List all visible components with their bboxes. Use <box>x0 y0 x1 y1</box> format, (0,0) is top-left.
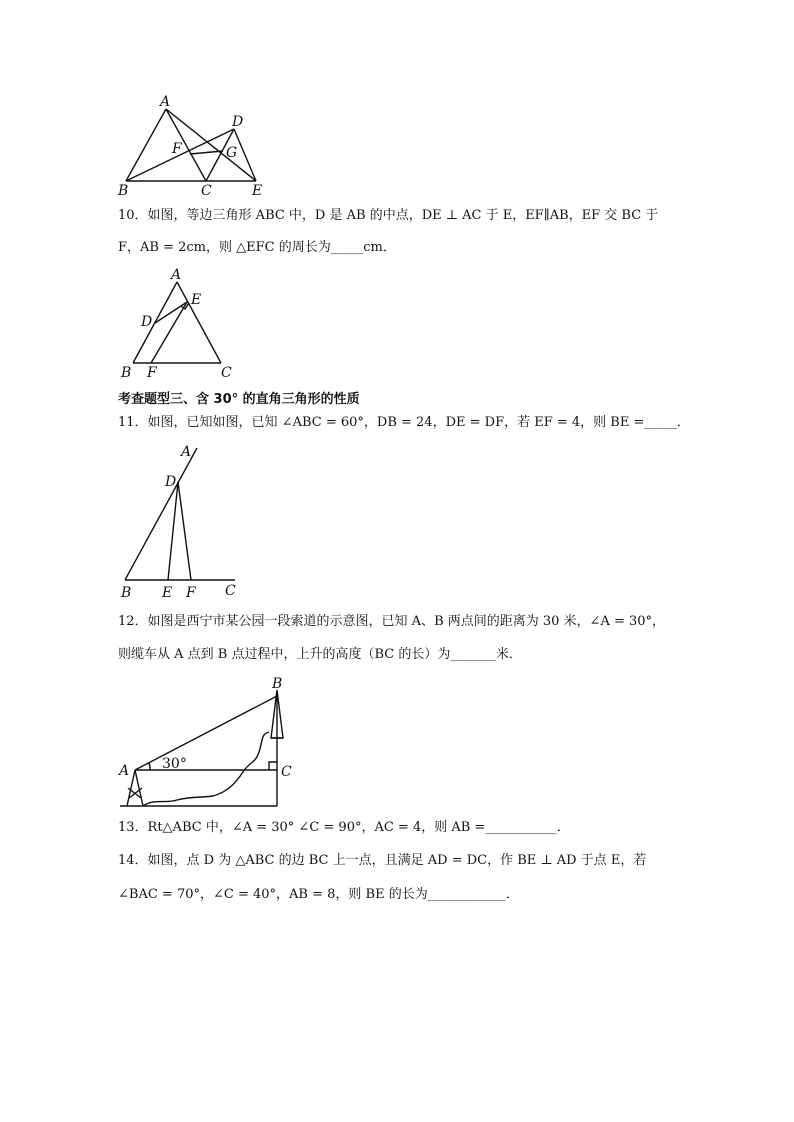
label-b: B <box>121 365 132 381</box>
question-12-line-2: 则缆车从 A 点到 B 点过程中，上升的高度（BC 的长）为_______米． <box>118 647 522 662</box>
label-a: A <box>181 444 192 460</box>
label-c: C <box>201 183 212 199</box>
angle-label: 30° <box>162 756 187 772</box>
angle-arc <box>149 763 150 770</box>
segment <box>151 302 187 363</box>
question-12-line-1: 12．如图是西宁市某公园一段索道的示意图，已知 A、B 两点间的距离为 30 米，∠A = 30°， <box>118 614 666 629</box>
figure-q12 <box>115 672 305 812</box>
question-14-line-1: 14．如图，点 D 为 △ABC 的边 BC 上一点，且满足 AD = DC，作 BE ⊥ AD 于点 E，若 <box>118 853 647 868</box>
figure-q11 <box>115 440 255 605</box>
label-a: A <box>171 267 182 283</box>
label-b: B <box>121 585 132 601</box>
question-10-line-1: 10．如图，等边三角形 ABC 中，D 是 AB 的中点，DE ⊥ AC 于 E，EF∥AB，EF 交 BC 于 <box>118 208 659 223</box>
label-b: B <box>118 183 129 199</box>
question-11: 11．如图，已知如图，已知 ∠ABC = 60°，DB = 24，DE = DF，若 EF = 4，则 BE =_____． <box>118 415 690 430</box>
label-c: C <box>225 583 236 599</box>
label-e: E <box>252 183 263 199</box>
segment-de <box>168 482 178 580</box>
segment-df <box>178 482 191 580</box>
section-heading-3: 考查题型三、含 30° 的直角三角形的性质 <box>118 392 360 407</box>
question-10-line-2: F，AB = 2cm，则 △EFC 的周长为_____cm． <box>118 240 396 255</box>
segment <box>234 129 256 181</box>
label-g: G <box>226 145 238 161</box>
label-c: C <box>281 764 292 780</box>
label-f: F <box>186 585 196 601</box>
segment <box>190 151 223 154</box>
label-e: E <box>191 292 202 308</box>
question-14-line-2: ∠BAC = 70°，∠C = 40°，AB = 8，则 BE 的长为____________． <box>118 887 519 902</box>
label-e: E <box>162 585 173 601</box>
label-d: D <box>232 114 244 130</box>
segment <box>126 109 166 181</box>
label-d: D <box>165 474 177 490</box>
right-angle-mark <box>269 762 277 770</box>
label-c: C <box>221 365 232 381</box>
label-f: F <box>147 365 157 381</box>
label-f: F <box>172 141 182 157</box>
label-b: B <box>272 676 283 692</box>
label-a: A <box>119 763 130 779</box>
question-13: 13．Rt△ABC 中，∠A = 30° ∠C = 90°，AC = 4，则 AB =___________． <box>118 820 570 835</box>
figure-q9 <box>110 95 270 205</box>
figure-q10 <box>115 268 245 383</box>
label-d: D <box>141 314 153 330</box>
label-a: A <box>160 94 171 110</box>
ray-ba <box>125 448 197 580</box>
